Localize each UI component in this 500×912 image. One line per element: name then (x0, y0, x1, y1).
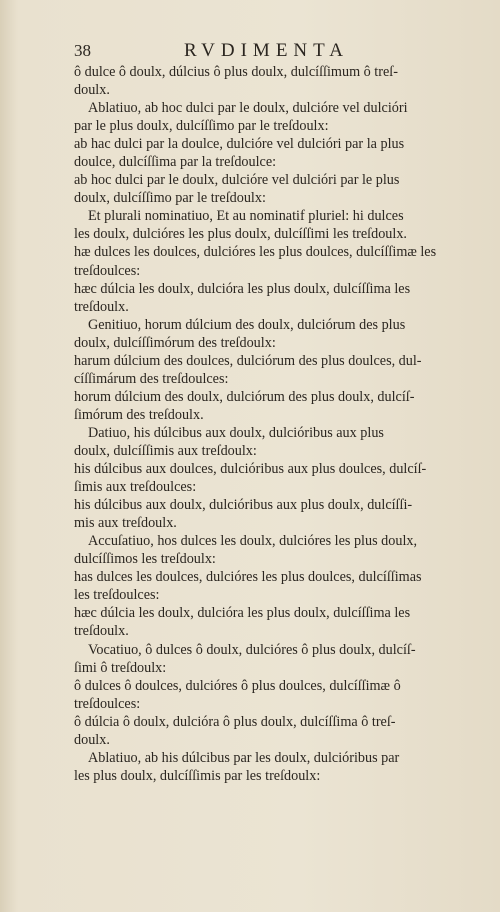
text-line: Ablatiuo, ab his dúlcibus par les doulx, dulcióribus par (88, 749, 400, 766)
text-line: treſdoulx. (74, 623, 129, 640)
text-line: hæc dúlcia les doulx, dulcióra les plus doulx, dulcíſſima les (74, 605, 411, 622)
text-line: doulx, dulcíſſimis aux treſdoulx: (74, 442, 257, 459)
text-line: harum dúlcium des doulces, dulciórum des plus doulces, dul- (74, 352, 422, 369)
page-header (74, 40, 464, 62)
text-line: par le plus doulx, dulcíſſimo par le treſdoulx: (74, 118, 329, 135)
text-line: les plus doulx, dulcíſſimis par les treſdoulx: (74, 767, 321, 784)
text-line: doulx. (74, 82, 110, 99)
text-line: treſdoulces: (74, 262, 141, 279)
text-line: ab hoc dulci par le doulx, dulcióre vel dulcióri par le plus (74, 172, 400, 189)
text-line: Genitiuo, horum dúlcium des doulx, dulciórum des plus (88, 316, 406, 333)
text-line: ô dulce ô doulx, dúlcius ô plus doulx, dulcíſſimum ô treſ- (74, 64, 398, 80)
text-line: his dúlcibus aux doulx, dulcióribus aux plus doulx, dulcíſſi- (74, 497, 413, 514)
text-line: horum dúlcium des doulx, dulciórum des plus doulx, dulcíſ- (74, 388, 415, 405)
text-line: les doulx, dulcióres les plus doulx, dulcíſſimi les treſdoulx. (74, 226, 407, 243)
text-line: Et plurali nominatiuo, Et au nominatif pluriel: hi dulces (88, 208, 404, 225)
text-line: mis aux treſdoulx. (74, 515, 177, 532)
text-line: Vocatiuo, ô dulces ô doulx, dulcióres ô plus doulx, dulcíſ- (88, 641, 416, 658)
text-line: doulx, dulcíſſimórum des treſdoulx: (74, 334, 276, 351)
text-line: ab hac dulci par la doulce, dulcióre vel dulcióri par la plus (74, 136, 405, 153)
running-head: RVDIMENTA (184, 40, 349, 61)
text-line: dulcíſſimos les treſdoulx: (74, 551, 216, 568)
text-block (74, 63, 466, 785)
text-line: Datiuo, his dúlcibus aux doulx, dulcióribus aux plus (88, 424, 384, 441)
text-line: treſdoulces: (74, 695, 141, 712)
text-line: ô dulces ô doulces, dulcióres ô plus doulces, dulcíſſimæ ô (74, 677, 401, 694)
text-line: ſimis aux treſdoulces: (74, 479, 197, 496)
text-line: ô dúlcia ô doulx, dulcióra ô plus doulx, dulcíſſima ô treſ- (74, 713, 396, 730)
text-line: Accuſatiuo, hos dulces les doulx, dulcióres les plus doulx, (88, 533, 418, 550)
text-line: his dúlcibus aux doulces, dulcióribus aux plus doulces, dulcíſ- (74, 461, 427, 478)
text-line: les treſdoulces: (74, 587, 160, 604)
text-line: ſimi ô treſdoulx: (74, 659, 167, 676)
text-line: doulx, dulcíſſimo par le treſdoulx: (74, 190, 266, 207)
text-line: doulce, dulcíſſima par la treſdoulce: (74, 154, 277, 171)
text-line: ſimórum des treſdoulx. (74, 406, 204, 423)
text-line: hæc dúlcia les doulx, dulcióra les plus doulx, dulcíſſima les (74, 280, 411, 297)
text-line: treſdoulx. (74, 298, 129, 315)
text-line: Ablatiuo, ab hoc dulci par le doulx, dulcióre vel dulcióri (88, 100, 408, 117)
text-line: hæ dulces les doulces, dulcióres les plus doulces, dulcíſſimæ les (74, 244, 437, 261)
page-number: 38 (74, 41, 91, 60)
text-line: doulx. (74, 731, 110, 748)
text-line: cíſſimárum des treſdoulces: (74, 370, 229, 387)
text-line: has dulces les doulces, dulcióres les plus doulces, dulcíſſimas (74, 569, 422, 586)
